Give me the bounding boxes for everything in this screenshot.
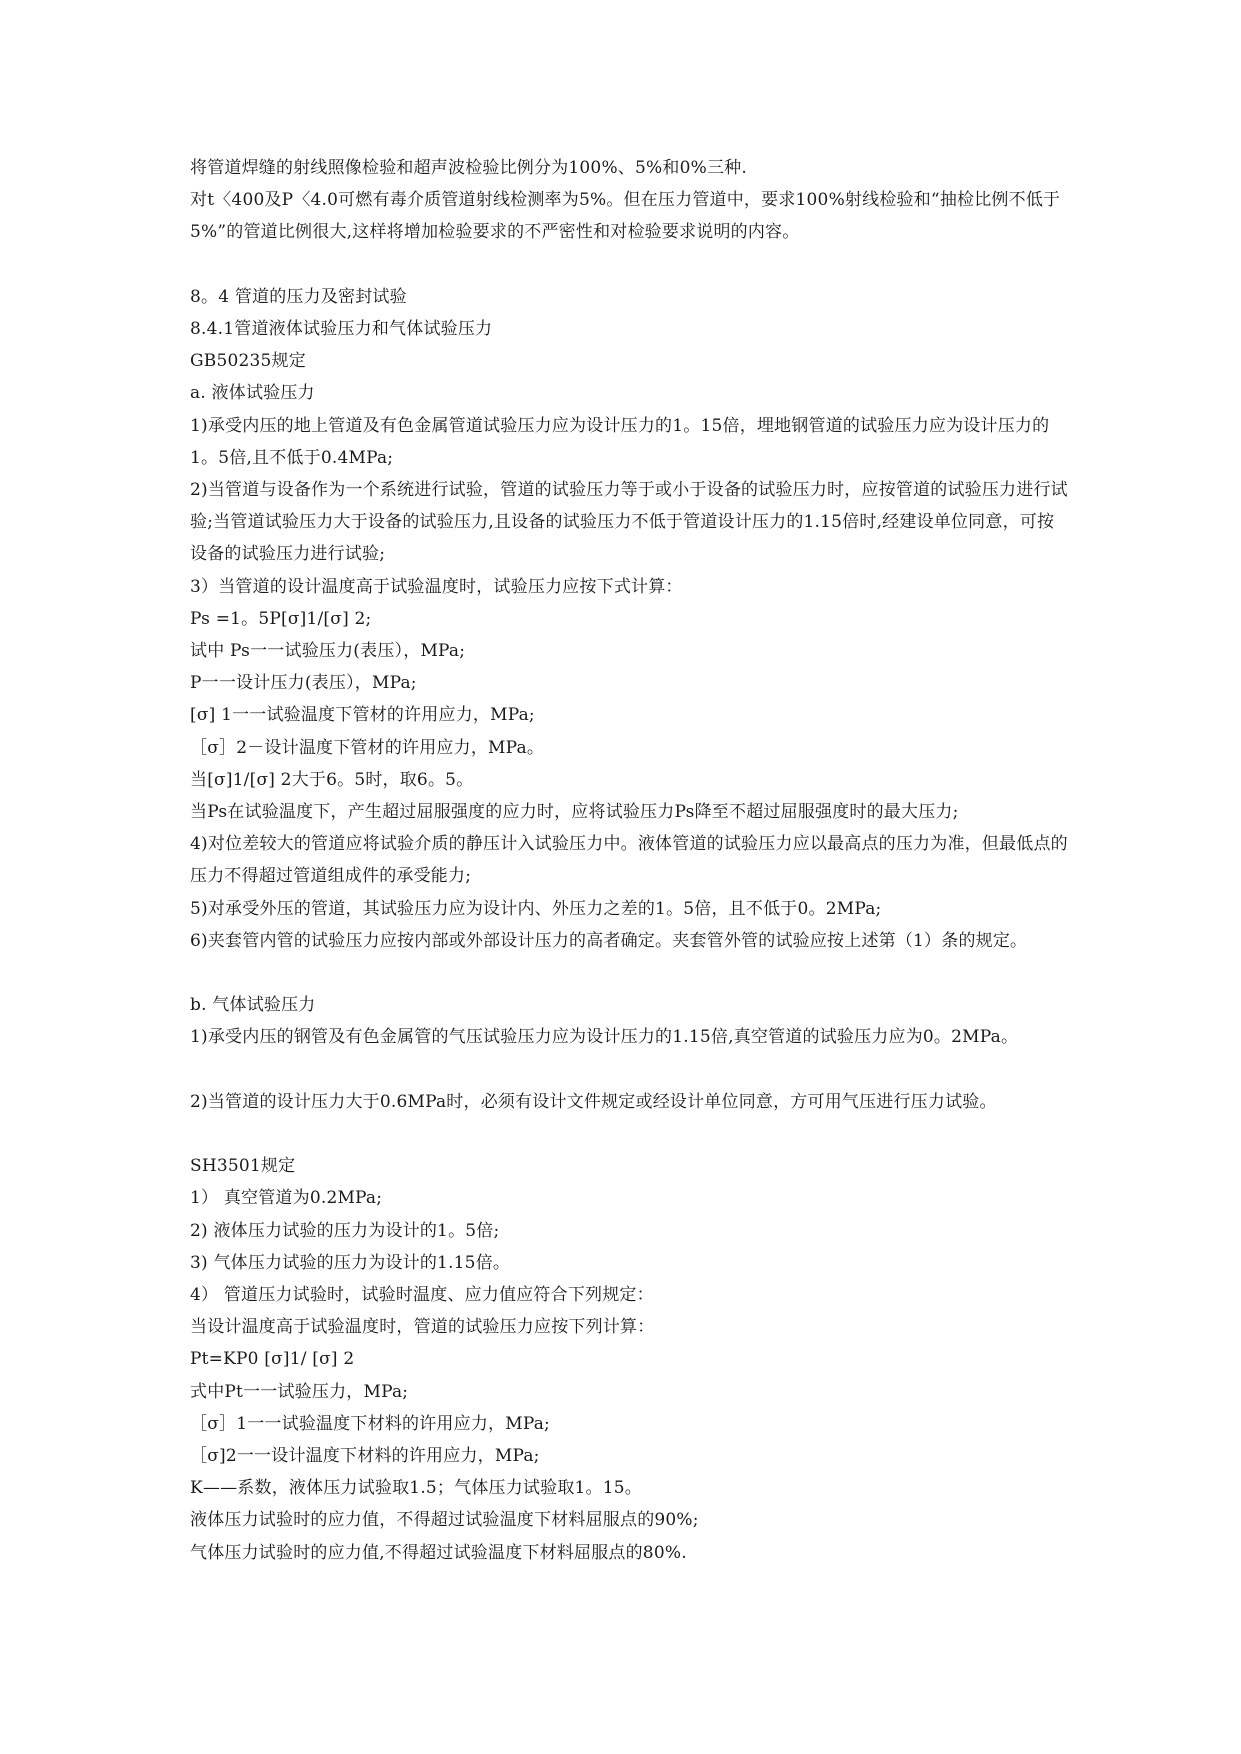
definition-sigma1: [σ] 1一一试验温度下管材的许用应力，MPa; (190, 705, 535, 726)
section-heading: 8。4 管道的压力及密封试验 (190, 286, 407, 307)
definition-material-sigma2: ［σ]2一一设计温度下材料的许用应力，MPa; (190, 1446, 540, 1466)
liquid-item-6: 6)夹套管内管的试验压力应按内部或外部设计压力的高者确定。夹套管外管的试验应按上述第（1）条的规定。 (190, 930, 1028, 951)
definition-sigma2: ［σ］2－设计温度下管材的许用应力，MPa。 (190, 737, 545, 758)
definition-pt: 式中Pt一一试验压力，MPa; (190, 1381, 409, 1402)
formula-pt: Pt=KP0 [σ]1/ [σ] 2 (190, 1349, 355, 1370)
formula-ps: Ps =1。5P[σ]1/[σ] 2; (190, 608, 372, 629)
definition-k: K——系数，液体压力试验取1.5；气体压力试验取1。15。 (190, 1478, 642, 1499)
definition-material-sigma1: ［σ］1一一试验温度下材料的许用应力，MPa; (190, 1413, 550, 1434)
standard-sh3501-title: SH3501规定 (190, 1156, 296, 1177)
liquid-stress-limit: 液体压力试验时的应力值，不得超过试验温度下材料屈服点的90%; (190, 1510, 699, 1531)
liquid-item-5: 5)对承受外压的管道，其试验压力应为设计内、外压力之差的1。5倍，且不低于0。2MPa; (190, 898, 882, 919)
liquid-test-title: a. 液体试验压力 (190, 383, 315, 404)
note-yield-limit: 当Ps在试验温度下，产生超过屈服强度的应力时，应将试验压力Ps降至不超过屈服强度时的最大压力; (190, 802, 959, 822)
gas-item-2: 2)当管道的设计压力大于0.6MPa时，必须有设计文件规定或经设计单位同意，方可用气压进行压力试验。 (190, 1091, 997, 1112)
paragraph-inspection-ratio: 将管道焊缝的射线照像检验和超声波检验比例分为100%、5%和0%三种. (190, 158, 747, 178)
sh-item-1: 1） 真空管道为0.2MPa; (190, 1188, 383, 1209)
gas-item-1: 1)承受内压的钢管及有色金属管的气压试验压力应为设计压力的1.15倍,真空管道的试验压力应为0。2MPa。 (190, 1027, 1019, 1048)
liquid-item-2: 2)当管道与设备作为一个系统进行试验，管道的试验压力等于或小于设备的试验压力时，应按管道的试验压力进行试验;当管道试验压力大于设备的试验压力,且设备的试验压力不低于管道设计压力的1.15倍时,经建设单位同意，可按设备的试验压力进行试验; (190, 479, 1068, 565)
paragraph-radiographic-rate: 对t〈400及P〈4.0可燃有毒介质管道射线检测率为5%。但在压力管道中，要求100%射线检验和“抽检比例不低于5%”的管道比例很大,这样将增加检验要求的不严密性和对检验要求说明的内容。 (190, 190, 1061, 243)
document-body (190, 152, 1070, 1569)
blank-line (190, 1118, 1070, 1150)
blank-line (190, 249, 1070, 281)
gas-test-title: b. 气体试验压力 (190, 995, 316, 1016)
note-ratio-limit: 当[σ]1/[σ] 2大于6。5时，取6。5。 (190, 769, 474, 790)
definition-p: P一一设计压力(表压），MPa; (190, 673, 417, 694)
standard-gb50235-title: GB50235规定 (190, 351, 306, 372)
liquid-item-3: 3）当管道的设计温度高于试验温度时，试验压力应按下式计算： (190, 576, 683, 597)
sh-item-3: 3) 气体压力试验的压力为设计的1.15倍。 (190, 1252, 511, 1273)
subsection-heading: 8.4.1管道液体试验压力和气体试验压力 (190, 318, 493, 339)
sh-calc-intro: 当设计温度高于试验温度时，管道的试验压力应按下列计算： (190, 1317, 655, 1338)
definition-ps: 试中 Ps一一试验压力(表压），MPa; (190, 640, 466, 661)
sh-item-4: 4） 管道压力试验时，试验时温度、应力值应符合下列规定： (190, 1284, 654, 1305)
gas-stress-limit: 气体压力试验时的应力值,不得超过试验温度下材料屈服点的80%. (190, 1542, 687, 1563)
sh-item-2: 2) 液体压力试验的压力为设计的1。5倍; (190, 1220, 500, 1241)
liquid-item-1: 1)承受内压的地上管道及有色金属管道试验压力应为设计压力的1。15倍，埋地钢管道的试验压力应为设计压力的1。5倍,且不低于0.4MPa; (190, 415, 1050, 468)
liquid-item-4: 4)对位差较大的管道应将试验介质的静压计入试验压力中。液体管道的试验压力应以最高点的压力为准，但最低点的压力不得超过管道组成件的承受能力; (190, 834, 1068, 887)
